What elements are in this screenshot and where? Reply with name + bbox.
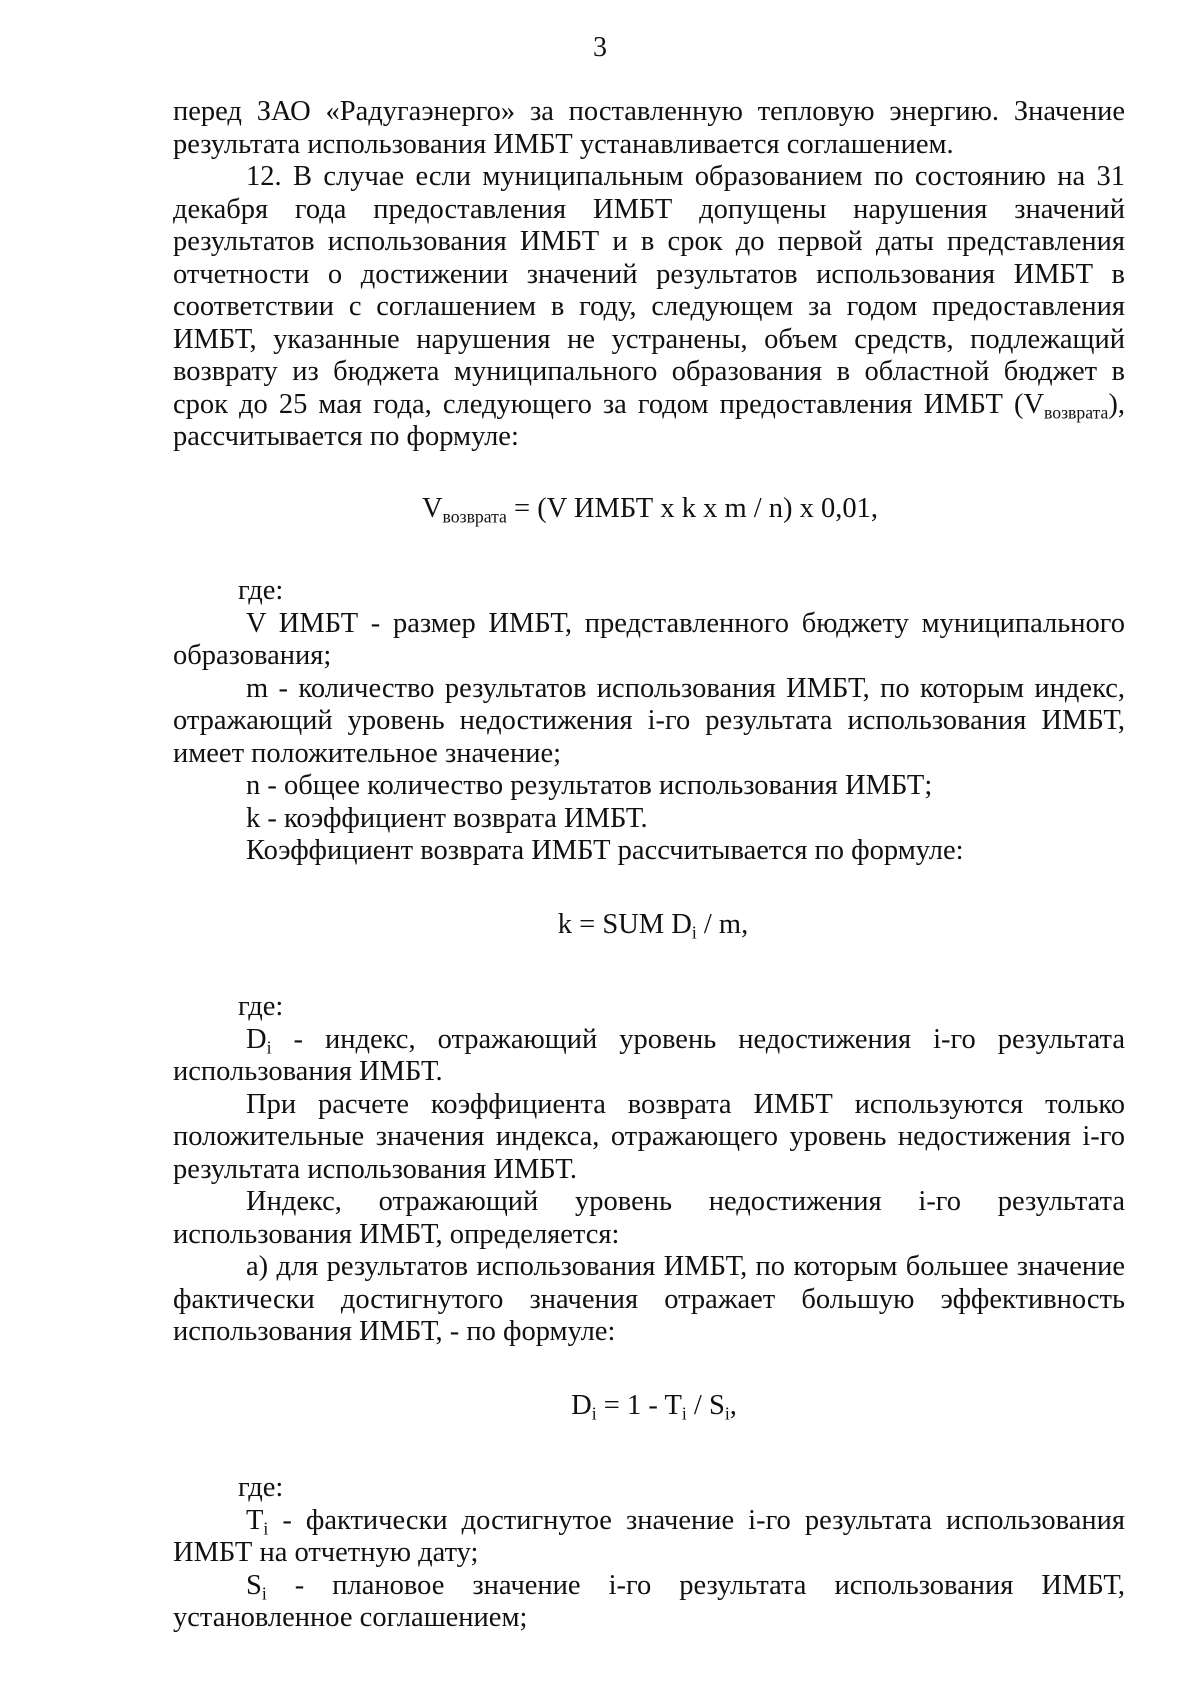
paragraph-calc: При расчете коэффициента возврата ИМБТ используются только положительные значения индекса, отражающего уровень недостижения i-го результата использования ИМБТ.: [173, 1088, 1125, 1185]
where-label-2: где:: [238, 991, 284, 1022]
where-label-1: где:: [238, 575, 284, 606]
formula-v-lhs-subscript: возврата: [442, 505, 507, 526]
k-formula-intro: Коэффициент возврата ИМБТ рассчитывается по формуле:: [246, 835, 964, 866]
di-text: - индекс, отражающий уровень недостижения i-го результата использования ИМБТ.: [173, 1023, 1125, 1087]
formula-k: [173, 909, 1125, 942]
di-subscript: i: [266, 1036, 272, 1057]
ti-text: - фактически достигнутое значение i-го результата использования ИМБТ на отчетную дату;: [173, 1504, 1125, 1568]
formula-di: [173, 1390, 1125, 1423]
document-body: [173, 96, 1125, 1635]
formula-di-mid2: / S: [686, 1389, 725, 1421]
formula-di-t-sub: i: [681, 1402, 687, 1423]
formula-v-lhs: V: [421, 492, 443, 524]
formula-di-end: ,: [729, 1389, 737, 1421]
formula-v-return: [173, 493, 1125, 526]
formula-di-s-sub: i: [724, 1402, 730, 1423]
paragraph-12: [173, 161, 1125, 454]
definition-si: [173, 1570, 1125, 1635]
formula-k-b: / m,: [696, 908, 749, 940]
si-symbol: S: [246, 1569, 262, 1601]
paragraph-continuation: перед ЗАО «Радугаэнерго» за поставленную тепловую энергию. Значение результата использования ИМБТ устанавливается соглашением.: [173, 96, 1125, 160]
formula-di-d: D: [571, 1389, 592, 1421]
definition-ti: [173, 1505, 1125, 1570]
definition-v-imbt: V ИМБТ - размер ИМБТ, представленного бюджету муниципального образования;: [173, 607, 1125, 671]
formula-di-d-sub: i: [591, 1402, 597, 1423]
ti-symbol: T: [246, 1504, 264, 1536]
di-symbol: D: [246, 1023, 267, 1055]
paragraph-a: а) для результатов использования ИМБТ, по которым большее значение фактически достигнутого значения отражает большую эффективность использования ИМБТ, - по формуле:: [173, 1251, 1125, 1347]
definition-m: m - количество результатов использования ИМБТ, по которым индекс, отражающий уровень недостижения i-го результата использования ИМБТ, имеет положительное значение;: [173, 672, 1125, 769]
v-return-subscript: возврата: [1044, 401, 1109, 422]
si-text: - плановое значение i-го результата использования ИМБТ, установленное соглашением;: [173, 1569, 1125, 1633]
formula-v-rhs: = (V ИМБТ x k x m / n) x 0,01,: [506, 492, 879, 524]
paragraph-12-last-line: рассчитывается по формуле:: [173, 421, 519, 452]
paragraph-12-text: 12. В случае если муниципальным образованием по состоянию на 31 декабря года предоставления ИМБТ допущены нарушения значений результатов использования ИМБТ и в срок до первой даты представления отчетности о достижении значений результатов использования ИМБТ в соответствии с соглашением в году, следующем за годом предоставления ИМБТ, указанные нарушения не устранены, объем средств, подлежащий возврату из бюджета муниципального образования в областной бюджет в срок до 25 мая года, следующего за годом предоставления ИМБТ (V: [173, 161, 1125, 420]
definition-n: n - общее количество результатов использования ИМБТ;: [246, 770, 933, 801]
formula-k-a: k = SUM D: [557, 908, 692, 940]
definition-di: [173, 1024, 1125, 1089]
formula-di-mid: = 1 - T: [596, 1389, 682, 1421]
where-label-3: где:: [238, 1472, 284, 1503]
paragraph-12-tail: ),: [1108, 388, 1125, 420]
page-number: 3: [593, 32, 607, 63]
definition-k: k - коэффициент возврата ИМБТ.: [246, 802, 648, 834]
formula-k-subscript: i: [691, 921, 697, 942]
ti-subscript: i: [263, 1517, 269, 1538]
paragraph-index: Индекс, отражающий уровень недостижения i-го результата использования ИМБТ, определяется:: [173, 1186, 1125, 1250]
si-subscript: i: [261, 1582, 267, 1603]
